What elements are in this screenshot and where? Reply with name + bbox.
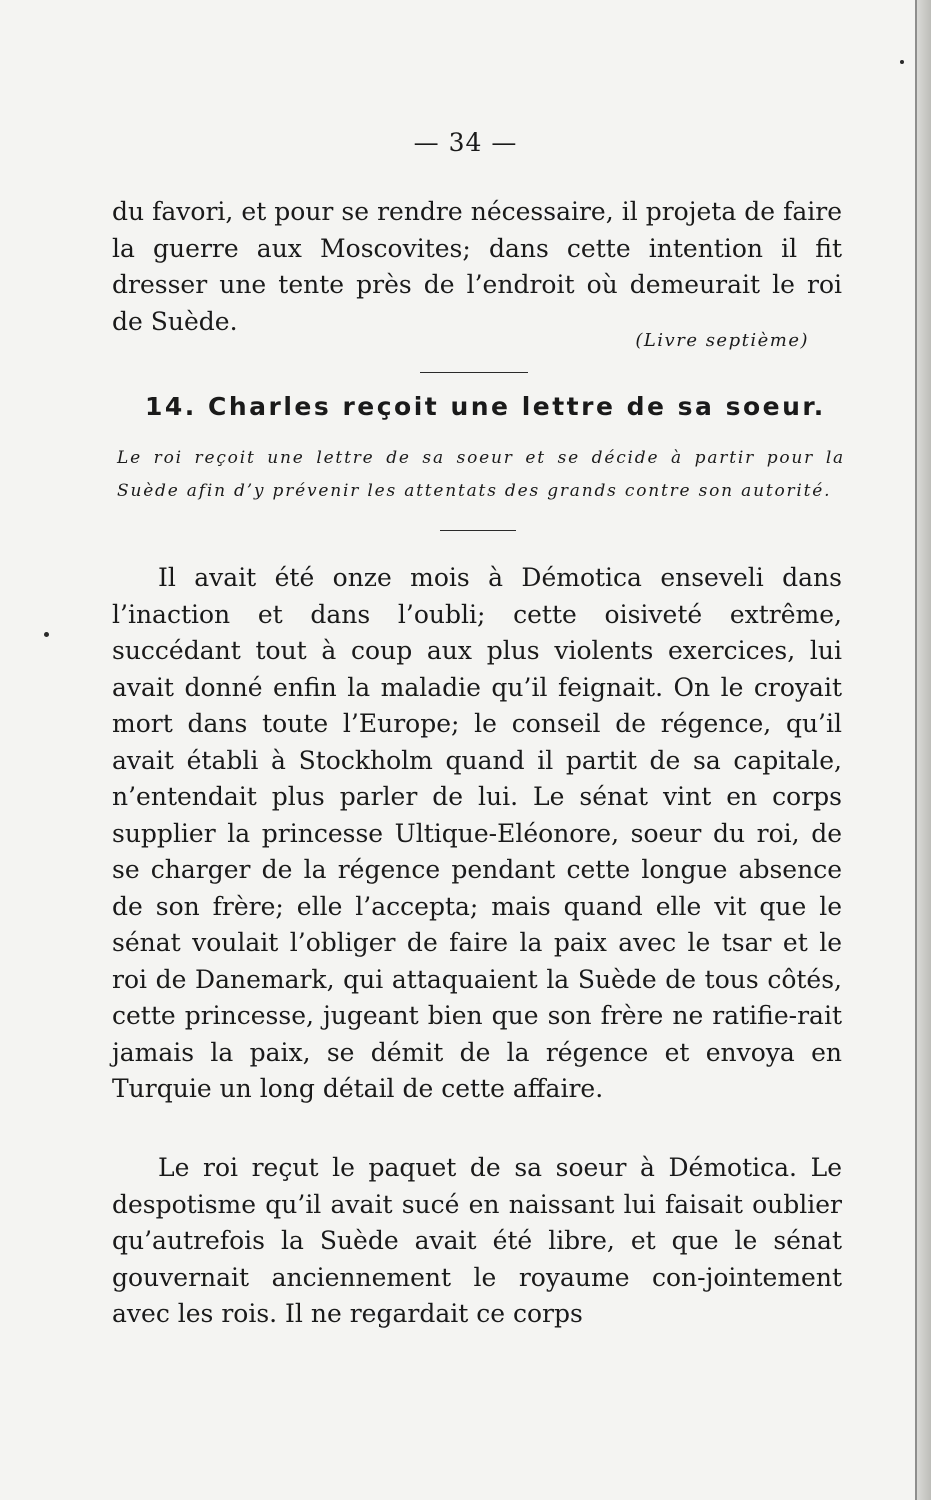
- body-text: [112, 1150, 842, 1333]
- citation: (Livre septième): [635, 330, 809, 351]
- ink-speck: [900, 60, 904, 64]
- body-paragraph: Il avait été onze mois à Démotica enseveli dans l’inaction et dans l’oubli; cette oisiveté extrême, succédant tout à coup aux plus violents exercices, lui avait donné enfin la maladie qu’il feignait. On le croyait mort dans toute l’Europe; le conseil de régence, qu’il avait établi à Stockholm quand il partit de sa capitale, n’entendait plus parler de lui. Le sénat vint en corps supplier la princesse Ultique-Eléonore, soeur du roi, de se charger de la régence pendant cette longue absence de son frère; elle l’accepta; mais quand elle vit que le sénat voulait l’obliger de faire la paix avec le tsar et le roi de Danemark, qui attaquaient la Suède de tous côtés, cette princesse, jugeant bien que son frère ne ratifie-rait jamais la paix, se démit de la régence et envoya en Turquie un long détail de cette affaire.: [112, 563, 842, 1103]
- chapter-heading: 14. Charles reçoit une lettre de sa soeur.: [145, 392, 826, 421]
- divider-rule: [420, 372, 528, 373]
- page-edge-shadow: [917, 0, 931, 1500]
- body-paragraph: Le roi reçut le paquet de sa soeur à Démotica. Le despotisme qu’il avait sucé en naissant lui faisait oublier qu’autrefois la Suède avait été libre, et que le sénat gouvernait anciennement le royaume con-jointement avec les rois. Il ne regardait ce corps: [112, 1153, 842, 1328]
- body-text: [112, 560, 842, 1108]
- chapter-summary: Le roi reçoit une lettre de sa soeur et se décide à partir pour la Suède afin d’y prévenir les attentats des grands contre son autorité.: [117, 448, 845, 501]
- page-edge: [915, 0, 917, 1500]
- page-number: — 34 —: [413, 128, 518, 157]
- ink-speck: [44, 632, 49, 637]
- continuation-paragraph: du favori, et pour se rendre nécessaire, il projeta de faire la guerre aux Moscovites; dans cette intention il fit dresser une tente près de l’endroit où demeurait le roi de Suède.: [112, 197, 842, 336]
- divider-rule: [440, 530, 516, 531]
- continuation-text: [112, 194, 842, 340]
